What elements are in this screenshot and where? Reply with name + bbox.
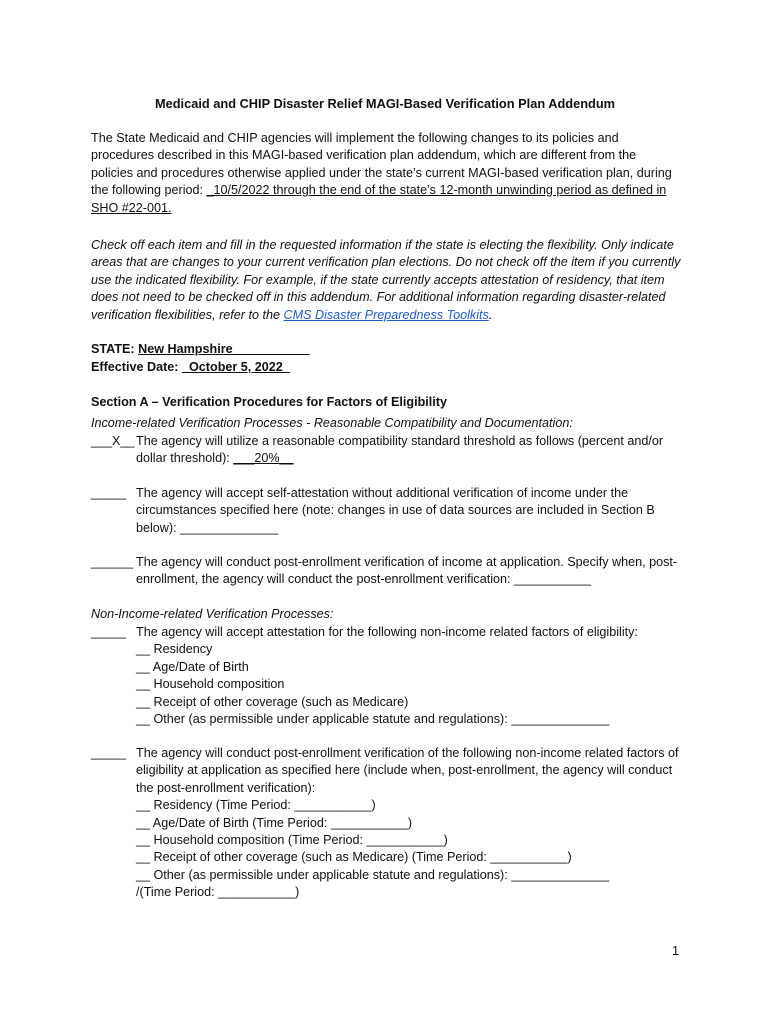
item-1-text (136, 433, 681, 468)
item-1-value: ___20%__ (233, 451, 294, 466)
item-5-option[interactable]: __ Residency (Time Period: ___________) (136, 798, 376, 813)
income-item-3 (91, 554, 681, 589)
item-4-option[interactable]: __ Other (as permissible under applicable statute and regulations): ______________ (136, 712, 610, 727)
effective-label: Effective Date: (91, 360, 179, 374)
intro-text: The State Medicaid and CHIP agencies will implement the following changes to its policies and procedures described in this MAGI-based verification plan addendum, which are different from the policies and procedures otherwise applied under the state’s current MAGI-based verification plan, during the following period: (91, 131, 672, 198)
item-4-text: The agency will accept attestation for the following non-income related factors of eligibility: (136, 625, 638, 639)
cms-toolkits-link[interactable]: CMS Disaster Preparedness Toolkits (283, 307, 489, 322)
income-item-1 (91, 433, 681, 468)
state-line (91, 341, 681, 358)
effective-value: _October 5, 2022_ (182, 360, 290, 374)
instructions-paragraph (91, 237, 681, 324)
intro-period: _10/5/2022 through the end of the state’s 12-month unwinding period as defined in SHO #22-001. (91, 183, 667, 215)
item-5-option[interactable]: __ Other (as permissible under applicable statute and regulations): ______________ (136, 867, 610, 882)
item-5-option[interactable]: /(Time Period: ___________) (136, 885, 300, 900)
document-title: Medicaid and CHIP Disaster Relief MAGI-Based Verification Plan Addendum (154, 96, 616, 111)
item-4-option[interactable]: __ Household composition (136, 677, 285, 692)
item-5-checkmark[interactable]: _____ (91, 746, 127, 760)
state-value: New Hampshire___________ (138, 342, 310, 356)
non-income-heading: Non-Income-related Verification Processes: (91, 607, 334, 621)
item-5-option[interactable]: __ Receipt of other coverage (such as Medicare) (Time Period: ___________) (136, 850, 572, 865)
item-4-option[interactable]: __ Age/Date of Birth (136, 659, 249, 674)
item-4-option[interactable]: __ Residency (136, 642, 213, 657)
effective-date-line (91, 359, 681, 376)
item-4-option[interactable]: __ Receipt of other coverage (such as Medicare) (136, 694, 409, 709)
item-3-checkmark[interactable]: ______ (91, 555, 134, 569)
item-5-option[interactable]: __ Age/Date of Birth (Time Period: ___________) (136, 815, 413, 830)
instructions-end: . (488, 307, 493, 322)
non-income-item-4 (91, 624, 681, 728)
income-item-2 (91, 485, 681, 537)
item-1-checkmark[interactable]: ___X__ (91, 434, 135, 448)
state-label: STATE: (91, 342, 135, 356)
income-heading: Income-related Verification Processes - Reasonable Compatibility and Documentation: (91, 416, 573, 430)
item-1-desc: The agency will utilize a reasonable compatibility standard threshold as follows (percent and/or dollar threshold): (136, 434, 664, 466)
item-2-text: The agency will accept self-attestation without additional verification of income under the circumstances specified here (note: changes in use of data sources are included in Section B below): ______________ (136, 486, 655, 535)
non-income-item-5 (91, 745, 681, 902)
item-4-checkmark[interactable]: _____ (91, 625, 127, 639)
intro-paragraph (91, 130, 681, 217)
item-3-text: The agency will conduct post-enrollment verification of income at application. Specify when, post-enrollment, the agency will conduct the post-enrollment verification: ___________ (136, 555, 678, 587)
item-2-checkmark[interactable]: _____ (91, 486, 127, 500)
item-5-text: The agency will conduct post-enrollment verification of the following non-income related factors of eligibility at application as specified here (include when, post-enrollment, the agency will conduct the post-enrollment verification): (136, 746, 679, 795)
page-number: 1 (672, 944, 680, 958)
item-5-option[interactable]: __ Household composition (Time Period: ___________) (136, 833, 448, 848)
section-a-heading: Section A – Verification Procedures for Factors of Eligibility (91, 395, 447, 409)
instructions-text: Check off each item and fill in the requested information if the state is electing the flexibility. Only indicate areas that are changes to your current verification plan elections. Do not check off the item if you currently use the indicated flexibility. For example, if the state currently accepts attestation of residency, that item does not need to be checked off in this addendum. For additional information regarding disaster-related verification flexibilities, refer to the (91, 238, 681, 322)
